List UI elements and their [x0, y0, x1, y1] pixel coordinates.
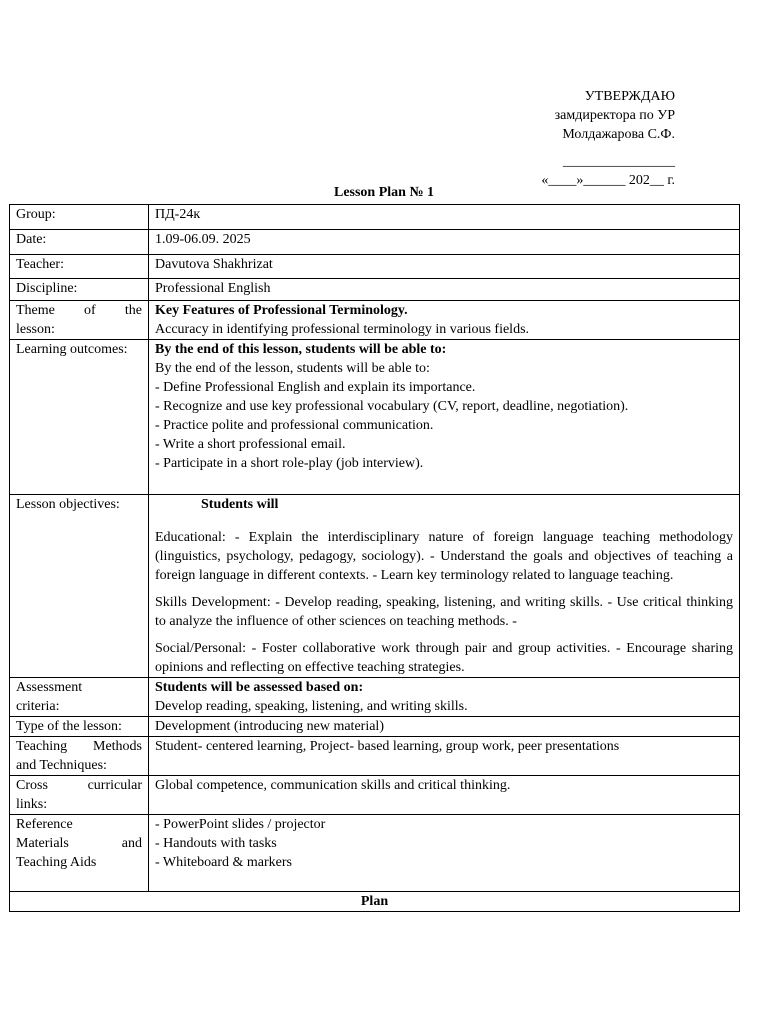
label-teacher: Teacher: — [10, 255, 149, 279]
objective-educational: Educational: - Explain the interdisciplinary nature of foreign language teaching methodology (linguistics, psychology, pedagogy, sociology). - Understand the goals and objectives of teaching a foreign language in different contexts. - Learn key terminology related to language teaching. — [155, 530, 733, 583]
label-discipline: Discipline: — [10, 279, 149, 301]
value-outcomes — [149, 340, 740, 495]
label-date: Date: — [10, 230, 149, 255]
label-objectives: Lesson objectives: — [10, 495, 149, 678]
row-objectives — [10, 495, 740, 678]
row-methods — [10, 737, 740, 776]
approval-date-line: «____»______ 202__ г. — [541, 173, 675, 188]
row-assessment — [10, 678, 740, 717]
lesson-plan-table — [9, 204, 740, 912]
row-discipline — [10, 279, 740, 301]
label-methods: Teaching Methods and Techniques: — [10, 737, 149, 776]
label-reference: Reference Materials and Teaching Aids — [10, 815, 149, 892]
objective-skills: Skills Development: - Develop reading, speaking, listening, and writing skills. - Use critical thinking to analyze the influence of other sciences on teaching methods. - — [155, 595, 733, 629]
value-group: ПД-24к — [149, 205, 740, 230]
value-cross: Global competence, communication skills and critical thinking. — [149, 776, 740, 815]
row-reference — [10, 815, 740, 892]
value-teacher: Davutova Shakhrizat — [149, 255, 740, 279]
row-plan-heading — [10, 892, 740, 912]
value-theme — [149, 301, 740, 340]
label-assessment: Assessment criteria: — [10, 678, 149, 717]
label-theme: Theme of the lesson: — [10, 301, 149, 340]
objective-social: Social/Personal: - Foster collaborative work through pair and group activities. - Encourage sharing opinions and reflecting on effective teaching strategies. — [155, 641, 733, 675]
objectives-heading: Students will — [201, 497, 279, 512]
label-outcomes: Learning outcomes: — [10, 340, 149, 495]
row-outcomes — [10, 340, 740, 495]
value-assessment — [149, 678, 740, 717]
row-group — [10, 205, 740, 230]
outcome-line: - Define Professional English and explain its importance. — [155, 380, 476, 395]
value-type: Development (introducing new material) — [149, 717, 740, 737]
approval-signature-line: ________________ — [563, 154, 675, 169]
row-theme — [10, 301, 740, 340]
reference-item: - Handouts with tasks — [155, 836, 277, 851]
row-teacher — [10, 255, 740, 279]
row-type — [10, 717, 740, 737]
row-date — [10, 230, 740, 255]
value-reference — [149, 815, 740, 892]
outcome-line: - Participate in a short role-play (job interview). — [155, 456, 424, 471]
label-cross: Cross curricular links: — [10, 776, 149, 815]
plan-heading: Plan — [10, 892, 740, 912]
approval-position: замдиректора по УР — [554, 108, 675, 123]
label-type: Type of the lesson: — [10, 717, 149, 737]
outcome-line: - Recognize and use key professional vocabulary (CV, report, deadline, negotiation). — [155, 399, 629, 414]
value-discipline: Professional English — [149, 279, 740, 301]
approval-name: Молдажарова С.Ф. — [562, 127, 675, 142]
value-objectives — [149, 495, 740, 678]
value-methods: Student- centered learning, Project- based learning, group work, peer presentations — [149, 737, 740, 776]
approval-block — [541, 87, 675, 190]
outcomes-heading: By the end of this lesson, students will be able to: — [155, 342, 447, 357]
assessment-text: Develop reading, speaking, listening, and writing skills. — [155, 699, 468, 714]
row-cross — [10, 776, 740, 815]
label-group: Group: — [10, 205, 149, 230]
theme-description: Accuracy in identifying professional terminology in various fields. — [155, 322, 530, 337]
approval-title: УТВЕРЖДАЮ — [584, 89, 675, 104]
assessment-heading: Students will be assessed based on: — [155, 680, 364, 695]
reference-item: - Whiteboard & markers — [155, 855, 292, 870]
outcome-line: By the end of the lesson, students will be able to: — [155, 361, 430, 376]
reference-item: - PowerPoint slides / projector — [155, 817, 326, 832]
document-title: Lesson Plan № 1 — [333, 185, 435, 200]
value-date: 1.09-06.09. 2025 — [149, 230, 740, 255]
outcome-line: - Write a short professional email. — [155, 437, 346, 452]
theme-title: Key Features of Professional Terminology. — [155, 303, 408, 318]
outcome-line: - Practice polite and professional communication. — [155, 418, 434, 433]
